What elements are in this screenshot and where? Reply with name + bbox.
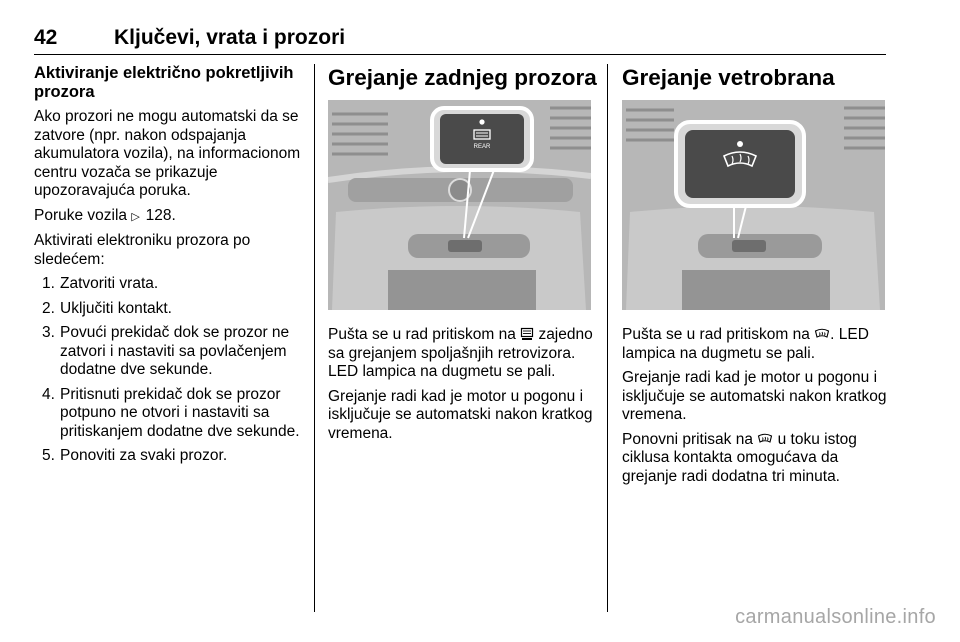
step-number: 5. bbox=[42, 447, 55, 464]
column-divider bbox=[607, 64, 608, 612]
step-text: Povući prekidač dok se prozor ne zatvori i nastaviti sa povlačenjem dodatne dve sekunde. bbox=[60, 324, 290, 378]
paragraph-windscreen-activation bbox=[622, 326, 892, 363]
step-number: 4. bbox=[42, 385, 55, 403]
step-number: 1. bbox=[42, 275, 55, 292]
column-divider bbox=[314, 64, 315, 612]
paragraph: Grejanje radi kad je motor u pogonu i isključuje se automatski nakon kratkog vremena. bbox=[328, 387, 593, 442]
list-item bbox=[34, 324, 304, 380]
rear-button-label: REAR bbox=[473, 144, 491, 150]
list-item bbox=[34, 447, 304, 466]
page-number: 42 bbox=[34, 26, 58, 49]
windscreen-defrost-icon bbox=[814, 328, 830, 341]
step-number: 3. bbox=[42, 324, 55, 341]
page-header bbox=[34, 26, 886, 55]
page-reference-link[interactable]: 128. bbox=[145, 206, 176, 224]
paragraph: Aktivirati elektroniku prozora po sledećem: bbox=[34, 232, 251, 268]
paragraph-text: . LED lampica na dugmetu se pali. bbox=[622, 326, 869, 362]
paragraph-text: Ponovni pritisak na bbox=[622, 430, 753, 448]
chapter-title: Ključevi, vrata i prozori bbox=[114, 26, 346, 49]
step-number: 2. bbox=[42, 299, 55, 317]
paragraph: Grejanje radi kad je motor u pogonu i isključuje se automatski nakon kratkog vremena. bbox=[622, 369, 887, 423]
page-reference-icon: ▷ bbox=[131, 210, 140, 223]
rear-window-button-illustration bbox=[328, 100, 591, 310]
paragraph-text: Pušta se u rad pritiskom na bbox=[622, 326, 810, 343]
section-heading: Grejanje zadnjeg prozora bbox=[328, 65, 597, 90]
list-item bbox=[34, 386, 304, 442]
list-item bbox=[34, 275, 304, 294]
column-window-electronics bbox=[34, 64, 304, 472]
steps-list bbox=[34, 275, 304, 466]
paragraph-text: Poruke vozila bbox=[34, 206, 128, 224]
paragraph-rear-activation bbox=[328, 326, 598, 382]
windscreen-button-illustration bbox=[622, 100, 885, 310]
section-heading: Grejanje vetrobrana bbox=[622, 65, 835, 90]
watermark: carmanualsonline.info bbox=[735, 606, 936, 628]
rear-window-defrost-icon bbox=[520, 327, 534, 341]
windscreen-defrost-icon bbox=[757, 433, 773, 446]
step-text: Zatvoriti vrata. bbox=[60, 275, 159, 292]
step-text: Pritisnuti prekidač dok se prozor potpuno ne otvori i nastaviti sa pritiskanjem dodatne dve sekunde. bbox=[60, 385, 300, 440]
step-text: Uključiti kontakt. bbox=[60, 299, 172, 317]
paragraph-text: Pušta se u rad pritiskom na bbox=[328, 326, 516, 343]
paragraph-text: zajedno sa grejanjem spoljašnjih retrovizora. LED lampica na dugmetu se pali. bbox=[328, 326, 593, 380]
step-text: Ponoviti za svaki prozor. bbox=[60, 447, 228, 464]
section-subheading: Aktiviranje električno pokretljivih prozora bbox=[34, 64, 294, 101]
paragraph-vehicle-messages bbox=[34, 207, 304, 227]
column-windscreen-heating bbox=[622, 64, 892, 492]
paragraph: Ako prozori ne mogu automatski da se zatvore (npr. nakon odspajanja akumulatora vozila), na informacionom centru vozača se prikazuje upozoravajuća poruka. bbox=[34, 108, 301, 199]
list-item bbox=[34, 300, 304, 319]
column-rear-window-heating bbox=[328, 64, 598, 449]
paragraph-text: u toku istog ciklusa kontakta omogućava da grejanje radi dodatna tri minuta. bbox=[622, 430, 857, 485]
paragraph-repeat-press bbox=[622, 431, 892, 487]
